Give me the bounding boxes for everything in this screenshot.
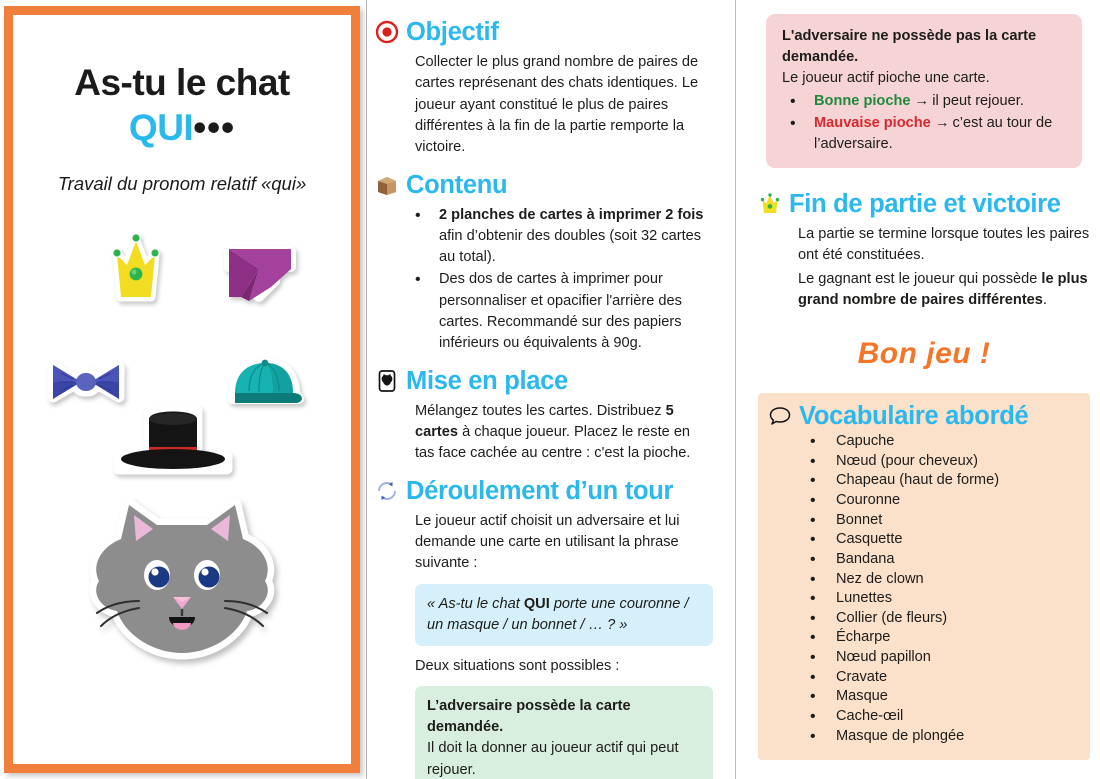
section-fin-de-partie-title: Fin de partie et victoire	[789, 189, 1061, 218]
example-phrase-callout	[415, 584, 713, 646]
cat-sticker	[77, 489, 287, 679]
card-icon	[375, 369, 399, 393]
quote-bold: QUI	[523, 595, 550, 612]
list-item: • Couronne	[810, 491, 1076, 511]
section-objectif-header	[375, 18, 713, 46]
section-contenu-title: Contenu	[406, 170, 508, 199]
arrow-icon: →	[914, 93, 929, 110]
section-deroulement	[375, 477, 713, 779]
fin-line2	[798, 269, 1090, 312]
contenu-item-1-rest: Des dos de cartes à imprimer pour personnaliser et opacifier l'arrière des cartes. Recommandé sur des papiers inférieurs ou équivalents à 90g.	[439, 271, 682, 352]
two-situations-text: Deux situations sont possibles :	[415, 657, 620, 674]
example-phrase	[427, 594, 701, 636]
refresh-icon	[375, 479, 399, 503]
good-draw-label: Bonne pioche	[814, 93, 911, 110]
section-deroulement-title: Déroulement d’un tour	[406, 476, 674, 505]
section-deroulement-header	[375, 477, 713, 505]
list-item: • Collier (de fleurs)	[810, 609, 1076, 629]
section-fin-de-partie-header	[758, 190, 1090, 218]
cover-panel	[0, 0, 366, 779]
list-item: • Capuche	[810, 432, 1076, 452]
case-has-card-title: L’adversaire possède la carte demandée.	[427, 698, 631, 736]
scarf-sticker	[219, 241, 301, 313]
fin-line2-bold: le plus grand nombre de paires différentes	[798, 270, 1088, 308]
target-icon	[375, 20, 399, 44]
list-item: • Nœud papillon	[810, 648, 1076, 668]
list-item: • Chapeau (haut de forme)	[810, 471, 1076, 491]
cover-subtitle: Travail du pronom relatif «qui»	[57, 173, 307, 195]
fin-line1: La partie se termine lorsque toutes les paires ont été constituées.	[798, 225, 1090, 264]
list-item	[782, 113, 1068, 155]
section-objectif	[375, 18, 713, 159]
cat-illustration-wrap	[27, 489, 337, 679]
contenu-item-0-rest: afin d’obtenir des doubles (soit 32 cartes au total).	[439, 227, 702, 266]
list-item: • Masque	[810, 687, 1076, 707]
section-mise-en-place	[375, 367, 713, 465]
contenu-item-0-bold: 2 planches de cartes à imprimer 2 fois	[439, 206, 704, 223]
good-draw-text: il peut rejouer.	[928, 93, 1024, 110]
crown-sticker	[105, 227, 167, 305]
quote-pre: « As-tu le chat	[427, 595, 524, 612]
list-item: • Nez de clown	[810, 570, 1076, 590]
deroulement-intro: Le joueur actif choisit un adversaire et lui demande une carte en utilisant la phrase suivante :	[415, 512, 680, 572]
fin-line2-pre: Le gagnant est le joueur qui possède	[798, 270, 1042, 287]
cover-title-line1: As-tu le chat	[74, 62, 290, 103]
mep-pre: Mélangez toutes les cartes. Distribuez	[415, 402, 666, 419]
cap-sticker	[223, 355, 307, 411]
list-item: • Cravate	[810, 668, 1076, 688]
list-item: • Bonnet	[810, 511, 1076, 531]
section-mise-en-place-header	[375, 367, 713, 395]
mep-bold: 5 cartes	[415, 402, 674, 440]
right-column	[736, 0, 1100, 779]
draw-outcome-list	[782, 91, 1068, 154]
quote-post: porte une couronne / un masque / un bonnet / … ? »	[427, 595, 689, 633]
sticker-cluster	[27, 219, 337, 489]
bad-draw-text: c’est au tour de l’adversaire.	[814, 114, 1053, 152]
case-no-card-callout	[766, 14, 1082, 168]
list-item: • Bandana	[810, 550, 1076, 570]
bad-draw-label: Mauvaise pioche	[814, 114, 931, 131]
cover-title-dots: •••	[193, 106, 236, 148]
section-contenu-body	[375, 205, 713, 355]
fin-line2-post: .	[1042, 291, 1047, 308]
section-fin-de-partie	[758, 190, 1090, 311]
list-item	[782, 91, 1068, 112]
section-fin-de-partie-body	[758, 224, 1090, 311]
list-item: • Cache-œil	[810, 707, 1076, 727]
list-item	[415, 205, 713, 269]
list-item	[415, 269, 713, 354]
list-item: • Masque de plongée	[810, 727, 1076, 747]
middle-column	[367, 0, 735, 779]
list-item: • Nœud (pour cheveux)	[810, 452, 1076, 472]
list-item: • Lunettes	[810, 589, 1076, 609]
section-vocabulaire-title: Vocabulaire abordé	[799, 402, 1029, 431]
cover-title-qui: QUI	[128, 106, 194, 148]
section-vocabulaire-header	[768, 402, 1076, 430]
section-mise-en-place-body	[375, 401, 713, 465]
contenu-list	[393, 205, 713, 355]
section-deroulement-body	[375, 511, 713, 575]
case-no-card-title: L'adversaire ne possède pas la carte demandée.	[782, 28, 1037, 66]
vocabulaire-list	[768, 432, 1076, 746]
cover-title-line2	[27, 108, 337, 149]
arrow-icon: →	[934, 114, 949, 131]
mise-en-place-text	[415, 401, 713, 465]
section-contenu	[375, 171, 713, 355]
section-objectif-body	[375, 52, 713, 158]
section-mise-en-place-title: Mise en place	[406, 366, 568, 395]
section-objectif-title: Objectif	[406, 18, 499, 46]
two-situations-wrap	[375, 656, 713, 677]
box-icon	[375, 173, 399, 197]
cover-frame	[4, 6, 360, 773]
list-item: • Écharpe	[810, 628, 1076, 648]
section-contenu-header	[375, 171, 713, 199]
section-vocabulaire	[758, 393, 1090, 760]
objectif-text: Collecter le plus grand nombre de paires de cartes représenant des chats identiques. Le joueur ayant constitué le plus de paires différentes à la fin de la partie remporte la victoire.	[415, 54, 699, 156]
case-no-card-line: Le joueur actif pioche une carte.	[782, 70, 990, 87]
speech-bubble-icon	[768, 404, 792, 428]
bon-jeu-text: Bon jeu !	[857, 337, 991, 371]
list-item: • Casquette	[810, 530, 1076, 550]
mep-post: à chaque joueur. Placez le reste en tas face cachée au centre : c'est la pioche.	[415, 424, 691, 462]
tophat-sticker	[113, 397, 233, 479]
case-has-card-callout	[415, 686, 713, 779]
crown-icon	[758, 192, 782, 216]
case-has-card-text: Il doit la donner au joueur actif qui peut rejouer.	[427, 740, 679, 778]
